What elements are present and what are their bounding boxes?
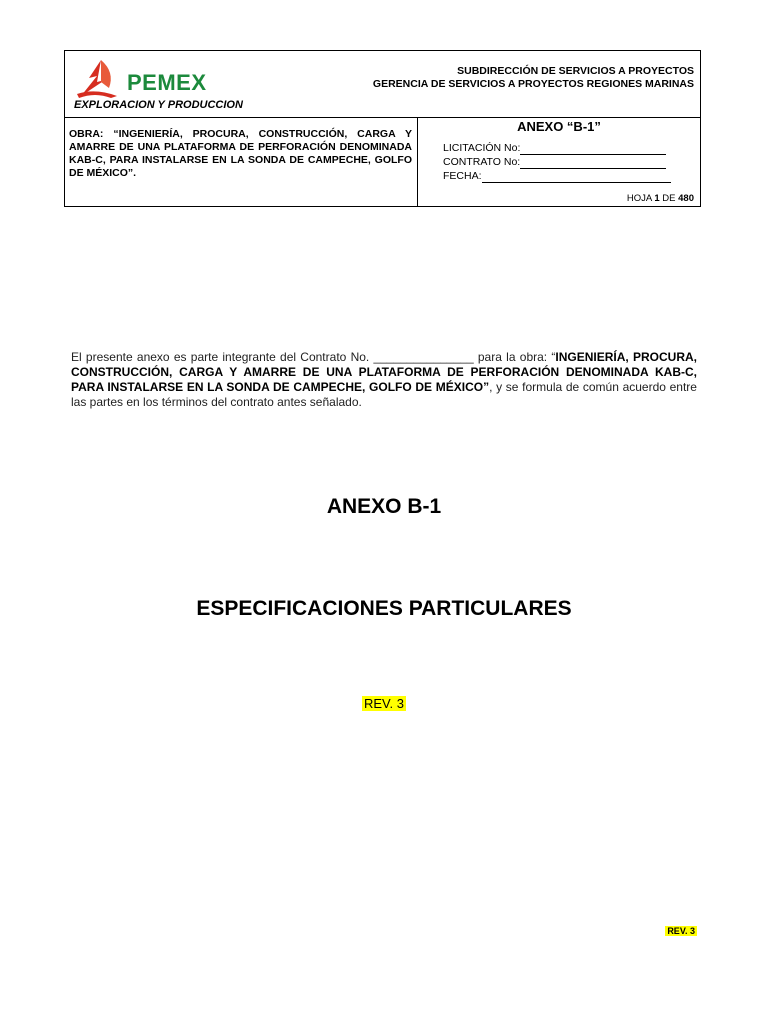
hoja-total: 480	[678, 193, 694, 204]
anexo-cell	[418, 117, 700, 206]
intro-paragraph	[71, 350, 697, 410]
fecha-blank	[482, 172, 671, 183]
licitacion-field	[443, 141, 671, 155]
pemex-logo	[69, 56, 243, 114]
header-line-2: GERENCIA DE SERVICIOS A PROYECTOS REGIONES MARINAS	[372, 78, 694, 90]
fecha-label: FECHA:	[443, 170, 482, 182]
header-bottom-row	[65, 117, 700, 206]
header-line-1: SUBDIRECCIÓN DE SERVICIOS A PROYECTOS	[457, 65, 694, 77]
hoja-de: DE	[662, 193, 676, 204]
revision-footer-label: REV. 3	[667, 926, 695, 936]
page-counter	[627, 193, 694, 204]
revision-center-label: REV. 3	[364, 696, 404, 711]
specifications-heading: ESPECIFICACIONES PARTICULARES	[196, 597, 572, 620]
hoja-number: 1	[654, 193, 660, 204]
anexo-title: ANEXO “B-1”	[517, 119, 601, 134]
intro-text-2: , y se formula de común acuerdo entre las partes en los términos del contrato antes señalado.	[71, 380, 697, 409]
intro-text-1: El presente anexo es parte integrante del Contrato No. _______________ para la obra: “	[71, 350, 556, 364]
licitacion-blank	[520, 144, 666, 155]
fecha-field	[443, 169, 671, 183]
logo-wordmark: PEMEX	[127, 70, 207, 95]
pemex-eagle-icon	[71, 58, 123, 100]
contract-fields	[443, 141, 671, 183]
contrato-field	[443, 155, 671, 169]
header-table	[64, 50, 701, 207]
hoja-label: HOJA	[626, 193, 652, 204]
header-titles	[373, 65, 694, 91]
revision-center	[0, 696, 768, 711]
header-top-row	[65, 51, 700, 118]
revision-footer	[665, 926, 697, 936]
obra-description: OBRA: “INGENIERÍA, PROCURA, CONSTRUCCIÓN, CARGA Y AMARRE DE UNA PLATAFORMA DE PERFORACIÓN DENOMINADA KAB-C, PARA INSTALARSE EN LA SONDA DE CAMPECHE, GOLFO DE MÉXICO”.	[65, 117, 418, 206]
logo-subtitle: EXPLORACION Y PRODUCCION	[74, 99, 243, 111]
intro-bold: INGENIERÍA, PROCURA, CONSTRUCCIÓN, CARGA Y AMARRE DE UNA PLATAFORMA DE PERFORACIÓN DENOMINADA KAB-C, PARA INSTALARSE EN LA SONDA DE CAMPECHE, GOLFO DE MÉXICO”	[71, 350, 697, 394]
contrato-blank	[520, 158, 666, 169]
licitacion-label: LICITACIÓN No:	[443, 142, 521, 154]
contrato-label: CONTRATO No:	[443, 156, 521, 168]
anexo-heading: ANEXO B-1	[326, 495, 442, 518]
